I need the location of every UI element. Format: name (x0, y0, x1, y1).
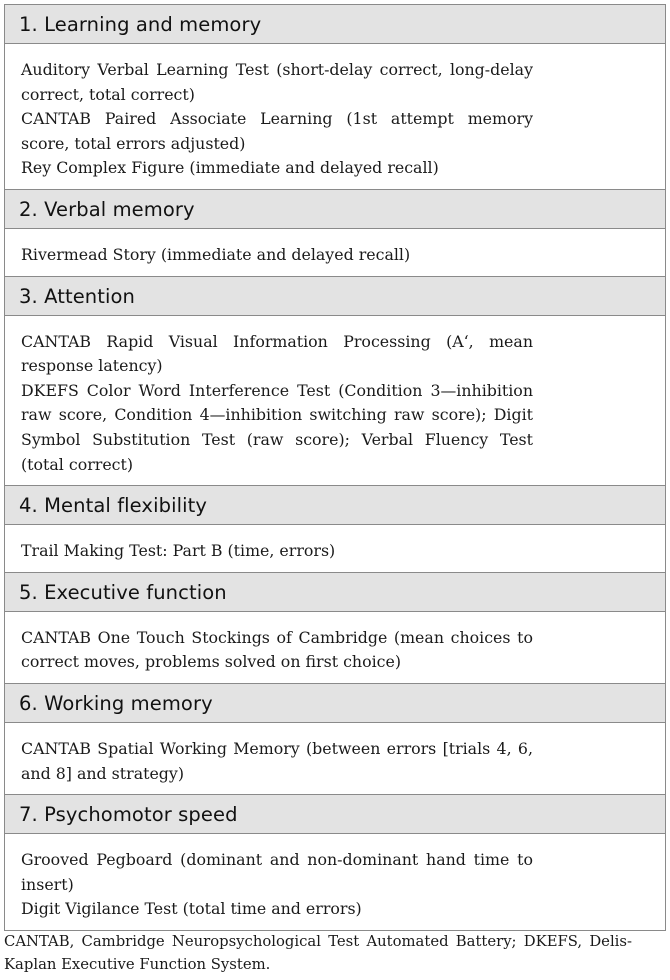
section-executive-function (4, 573, 666, 684)
section-body (4, 612, 666, 684)
section-header: 1. Learning and memory (4, 5, 666, 44)
section-verbal-memory (4, 190, 666, 277)
table-footnote: CANTAB, Cambridge Neuropsychological Test Automated Battery; DKEFS, Delis-Kaplan Executive Function System. (4, 933, 632, 973)
section-header: 3. Attention (4, 277, 666, 316)
test-item: CANTAB Spatial Working Memory (between errors [trials 4, 6, and 8] and strategy) (21, 738, 533, 783)
section-learning-memory (4, 5, 666, 190)
section-header: 7. Psychomotor speed (4, 795, 666, 834)
section-working-memory (4, 684, 666, 795)
test-item: Digit Vigilance Test (total time and errors) (21, 899, 362, 919)
section-header: 2. Verbal memory (4, 190, 666, 229)
section-body (4, 723, 666, 795)
test-item: Rey Complex Figure (immediate and delayed recall) (21, 158, 439, 178)
test-item: CANTAB Paired Associate Learning (1st attempt memory score, total errors adjusted) (21, 109, 533, 153)
section-body (4, 834, 666, 931)
section-header: 4. Mental flexibility (4, 486, 666, 525)
test-item: Auditory Verbal Learning Test (short-delay correct, long-delay correct, total correct) (21, 60, 533, 104)
section-header: 6. Working memory (4, 684, 666, 723)
section-body (4, 525, 666, 573)
test-item: CANTAB Rapid Visual Information Processing (A‘, mean response latency) (21, 331, 533, 376)
section-body (4, 316, 666, 487)
section-mental-flexibility (4, 486, 666, 573)
test-item: CANTAB One Touch Stockings of Cambridge (mean choices to correct moves, problems solved on first choice) (21, 627, 533, 672)
section-attention (4, 277, 666, 487)
test-item: Grooved Pegboard (dominant and non-dominant hand time to insert) (21, 850, 533, 894)
section-body (4, 44, 666, 190)
domains-table (4, 4, 666, 931)
test-item: DKEFS Color Word Interference Test (Condition 3—inhibition raw score, Condition 4—inhibition switching raw score); Digit Symbol Substitution Test (raw score); Verbal Fluency Test (total correct) (21, 380, 533, 474)
section-psychomotor-speed (4, 795, 666, 931)
section-header: 5. Executive function (4, 573, 666, 612)
test-item: Rivermead Story (immediate and delayed recall) (21, 244, 411, 264)
test-item: Trail Making Test: Part B (time, errors) (21, 541, 336, 561)
section-body (4, 229, 666, 277)
